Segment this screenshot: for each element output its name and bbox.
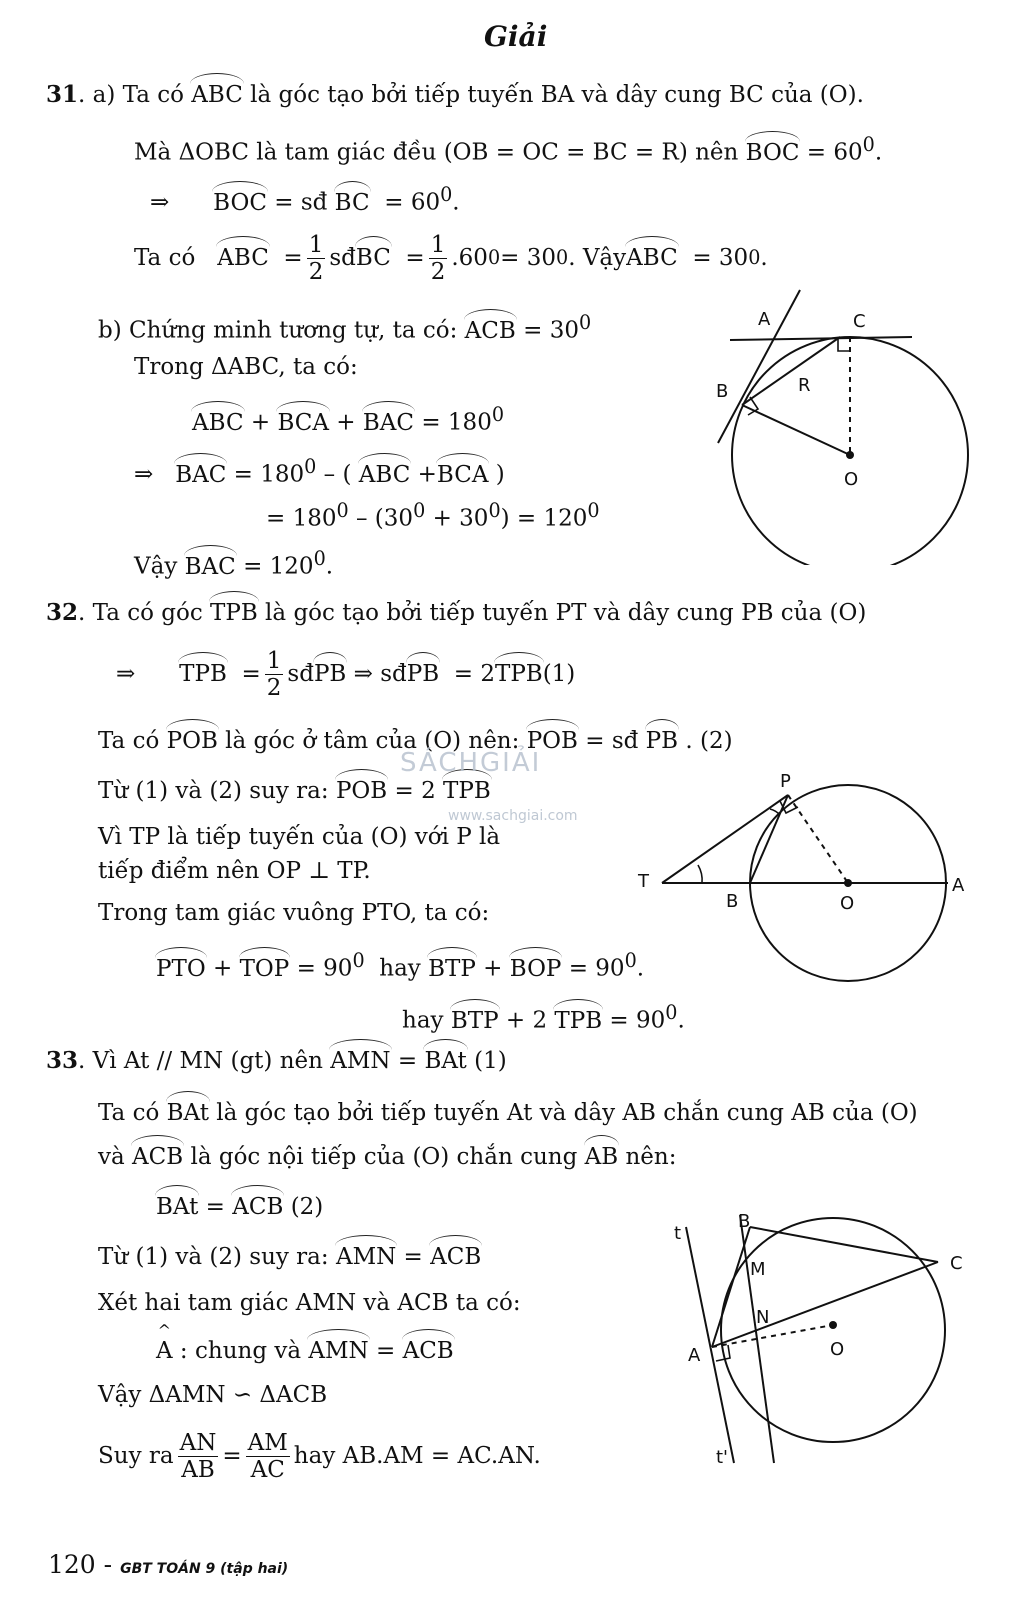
fig31-center [846,451,854,459]
watermark-url: www.sachgiai.com [448,808,578,824]
fig32-label-t: T [638,871,649,892]
p31-line3: ⇒ BOC = sđ BC = $60^0$. [150,183,460,216]
watermark-logo: SÁCHGIẢI [400,748,542,778]
p32-line4: Từ (1) và (2) suy ra: POB = 2 TPB [98,778,491,804]
fig31-tangent-c [730,337,912,340]
fig31-label-o: O [844,469,859,490]
fig33-chord-bc [750,1227,938,1262]
p33-line2: Ta có BAt là góc tạo bởi tiếp tuyến At và dây AB chắn cung AB của (O) [98,1100,918,1126]
fig31-label-a: A [758,309,771,330]
p31-line9: = $180^0 - (30^0 + 30^0) = 120^0$ [266,499,600,532]
p31-line7: ABC + BCA + BAC = $180^0$ [192,403,505,436]
p32-line8: PTO + TOP = $90^0$ hay BTP + BOP = $90^0$. [156,949,645,982]
p31-line1: 31. a) Ta có ABC là góc tạo bởi tiếp tuyến BA và dây cung BC của (O). [46,81,864,108]
figure-33 [668,1205,988,1475]
p33-line5: Từ (1) và (2) suy ra: AMN = ACB [98,1244,482,1270]
p31-number: 31 [46,81,79,108]
fig33-chord-ab [712,1227,750,1347]
p32-line3: Ta có POB là góc ở tâm của (O) nên: POB = sđ PB . (2) [98,728,733,754]
p31-line10: Vậy BAC = $120^0$. [134,547,334,580]
fig32-label-b: B [726,891,739,912]
p33-line8: Vậy ΔAMN ∽ ΔACB [98,1382,328,1408]
p32-line7: Trong tam giác vuông PTO, ta có: [98,900,490,926]
fig33-label-b: B [738,1211,751,1232]
p33-line7: ^ A : chung và AMN = ACB [156,1336,454,1366]
p32-line9: hay BTP + 2 TPB = $90^0$. [402,1001,685,1034]
fig32-center [844,879,852,887]
p33-line1: 33. Vì At // MN (gt) nên AMN = BAt (1) [46,1047,507,1074]
fig33-label-t-prime: t' [716,1447,729,1468]
fig33-label-a: A [688,1345,701,1366]
p33-line3: và ACB là góc nội tiếp của (O) chắn cung AB nên: [98,1144,677,1170]
fig32-label-o: O [840,893,855,914]
fig33-label-o: O [830,1339,845,1360]
p32-line2: ⇒ TPB = $\frac{1}{2}$ sđ PB ⇒ sđ PB = 2 TPB (1) [116,647,576,701]
fig31-label-c: C [853,311,866,332]
p31-line6: Trong ΔABC, ta có: [134,354,358,380]
fig31-label-r: R [798,375,811,396]
section-title: Giải [484,20,548,53]
p31-line5: b) Chứng minh tương tự, ta có: ACB = $30^0$ [98,311,592,344]
fig31-radius-ob [742,405,850,455]
book-title: GBT TOÁN 9 (tập hai) [120,1561,289,1577]
p31-line2: Mà ΔOBC là tam giác đều (OB = OC = BC = R) nên BOC = $60^0$. [134,133,883,166]
fig33-line-mn [740,1215,774,1463]
p33-line6: Xét hai tam giác AMN và ACB ta có: [98,1290,521,1316]
p31-line4: Ta có ABC = $\frac{1}{2}$ sđ BC = $\frac{1}{2}$ .60 0 = 30 0 . Vậy ABC = 30 0 . [134,231,768,285]
fig33-label-c: C [950,1253,963,1274]
p32-line6: tiếp điểm nên OP ⊥ TP. [98,858,371,884]
fig31-label-b: B [716,381,729,402]
p33-number: 33 [46,1047,79,1074]
page-footer [48,1550,288,1579]
p31-line8: ⇒ BAC = $180^0$ – ( ABC +BCA ) [134,455,505,488]
fig33-label-t: t [674,1223,682,1244]
fig32-label-a: A [952,875,965,896]
fig33-chord-ac [712,1262,938,1347]
fig33-radius-oa [712,1325,833,1347]
p32-line5: Vì TP là tiếp tuyến của (O) với P là [98,824,501,850]
fig33-label-m: M [750,1259,766,1280]
fig32-label-p: P [780,771,791,792]
p32-number: 32 [46,599,79,626]
p32-line1: 32. Ta có góc TPB là góc tạo bởi tiếp tuyến PT và dây cung PB của (O) [46,599,867,626]
p33-line9: Suy ra $\frac{AN}{AB}$ = $\frac{AM}{AC}$ hay AB.AM = AC.AN. [98,1429,541,1483]
page-number: 120 [48,1550,96,1579]
fig33-center [829,1321,837,1329]
figure-31 [700,285,980,565]
p33-line4: BAt = ACB (2) [156,1194,324,1220]
fig33-label-n: N [756,1307,770,1328]
figure-32 [630,765,980,1005]
footer-separator: - [103,1550,113,1579]
